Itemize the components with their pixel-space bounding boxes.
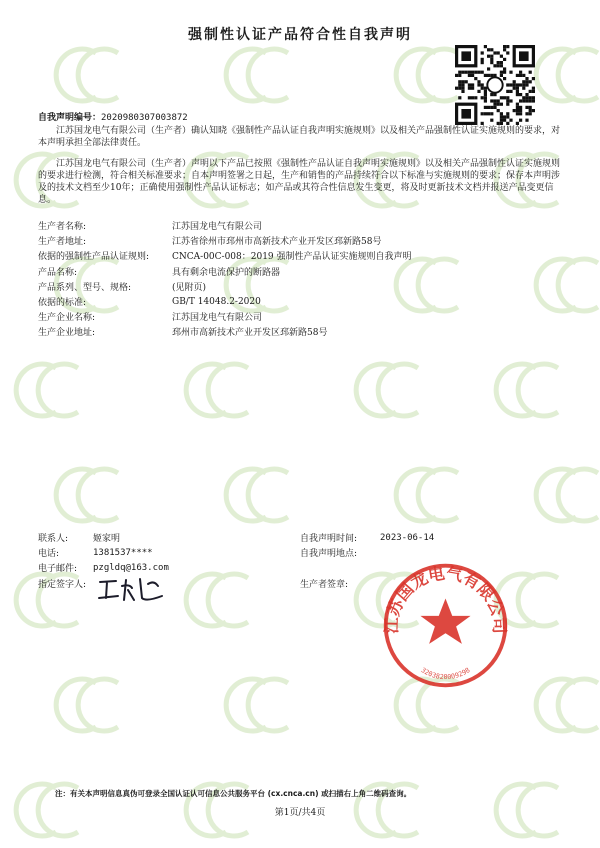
qr-module [506,96,509,99]
qr-module [474,96,477,99]
qr-module [503,115,506,118]
svg-text:3203820009298 [419,666,471,681]
qr-module [493,106,496,109]
qr-module [477,90,480,93]
qr-module [522,83,525,86]
declaration-number [38,110,188,123]
qr-module [468,87,471,90]
qr-ccc-logo [487,77,502,92]
qr-module [506,83,509,86]
qr-module [493,64,496,67]
qr-module [497,109,500,112]
qr-module [490,106,493,109]
qr-module [461,71,464,74]
qr-module [500,55,503,58]
qr-module [532,99,535,102]
qr-module [519,99,522,102]
qr-module [503,71,506,74]
qr-module [525,77,528,80]
watermark-arc [396,469,436,521]
qr-module [532,90,535,93]
watermark-arc [356,364,396,416]
qr-module [509,71,512,74]
qr-module [487,67,490,70]
qr-module [481,51,484,54]
qr-module [497,103,500,106]
declaration-date: 2023-06-14 [380,532,435,543]
qr-module [484,96,487,99]
field-label: 依据的标准: [38,298,87,309]
field-row [38,264,478,279]
qr-module [458,74,461,77]
qr-module [471,87,474,90]
page-number: 第1页/共4页 [274,808,326,818]
qr-module [497,99,500,102]
qr-module [532,96,535,99]
qr-module [529,71,532,74]
qr-module [525,93,528,96]
qr-module [490,58,493,61]
field-label: 生产者地址: [38,237,87,248]
qr-module [532,87,535,90]
qr-module [493,51,496,54]
qr-code[interactable] [455,45,535,125]
qr-module [516,90,519,93]
field-label: 生产企业名称: [38,313,96,324]
qr-module [465,80,468,83]
qr-module [497,61,500,64]
qr-module [490,93,493,96]
qr-module [525,99,528,102]
qr-module [500,61,503,64]
qr-module [516,112,519,115]
field-row [38,294,478,309]
qr-module [468,83,471,86]
watermark-arc [536,679,576,731]
qr-module [503,45,506,48]
qr-module [532,77,535,80]
watermark-arc [396,49,436,101]
qr-module [484,106,487,109]
seal-code: 3203820009298 [419,666,472,682]
qr-module [490,55,493,58]
qr-module [525,119,528,122]
qr-module [468,71,471,74]
qr-module [455,87,458,90]
watermark-arc [418,49,458,101]
qr-module [529,109,532,112]
contact-row [38,545,278,560]
qr-module [506,90,509,93]
field-row [38,233,478,248]
qr-module [519,71,522,74]
qr-module [500,119,503,122]
qr-module [484,93,487,96]
qr-module [458,96,461,99]
field-value: 邳州市高新技术产业开发区邳新路58号 [172,328,328,339]
qr-module [474,71,477,74]
qr-module [500,112,503,115]
watermark-arc [56,469,96,521]
qr-module [461,80,464,83]
qr-module [455,74,458,77]
watermark-arc [208,364,248,416]
contact-email[interactable]: pzgldq@163.com [93,562,169,573]
field-label: 依据的强制性产品认证规则: [38,252,150,263]
qr-module [506,51,509,54]
qr-module [500,64,503,67]
watermark-arc [38,364,78,416]
qr-module [458,80,461,83]
qr-module [465,71,468,74]
qr-module [493,103,496,106]
qr-module [525,106,528,109]
qr-module [522,87,525,90]
qr-module [487,74,490,77]
qr-module [484,90,487,93]
qr-module [484,99,487,102]
qr-module [503,58,506,61]
qr-module [458,83,461,86]
qr-module [484,87,487,90]
field-value: CNCA-00C-008：2019 强制性产品认证实施规则自我声明 [172,252,412,263]
qr-module [471,96,474,99]
footer-note: 注：有关本声明信息真伪可登录全国认证认可信息公共服务平台 (cx.cnca.cn) 或扫描右上角二维码查询。 [55,789,412,798]
qr-module [513,109,516,112]
qr-module [461,87,464,90]
field-value: (见附页) [172,282,207,293]
qr-module [516,106,519,109]
watermark-arc [518,364,558,416]
seal-text: 江苏国龙电气有限公司 [382,563,509,635]
field-value: GB/T 14048.2-2020 [172,296,261,307]
product-info-fields [38,218,478,340]
qr-module [529,90,532,93]
qr-module [500,74,503,77]
qr-module [503,48,506,51]
qr-module [481,61,484,64]
qr-module [477,80,480,83]
contact-label: 联系人: [38,534,69,545]
qr-module [509,90,512,93]
field-label: 生产者名称: [38,222,87,233]
qr-module [484,45,487,48]
qr-module [500,71,503,74]
meta-label: 自我声明时间: [300,534,358,545]
qr-module [503,96,506,99]
qr-module [522,74,525,77]
qr-module [484,112,487,115]
qr-module [497,64,500,67]
qr-module [519,112,522,115]
qr-module [481,83,484,86]
declaration-number-label: 自我声明编号： [38,113,102,123]
qr-module [490,74,493,77]
qr-module [525,96,528,99]
qr-module [458,71,461,74]
watermark-arc [248,469,288,521]
qr-module [468,96,471,99]
watermark-arc [558,259,598,311]
watermark-arc [78,49,118,101]
qr-module [500,103,503,106]
qr-module [477,83,480,86]
watermark-arc [56,679,96,731]
declaration-paragraph-1: 江苏国龙电气有限公司（生产者）确认知晓《强制性产品认证自我声明实施规则》以及相关产品强制性认证实施规则的要求，对本声明承担全部法律责任。 [38,126,561,148]
qr-finder [519,51,529,61]
qr-module [522,96,525,99]
contact-label: 电子邮件: [38,564,78,575]
qr-module [500,96,503,99]
qr-module [519,83,522,86]
handwritten-signature [96,574,176,604]
qr-module [497,51,500,54]
watermark-arc [248,679,288,731]
meta-label: 生产者签章: [300,579,349,590]
field-value: 江苏国龙电气有限公司 [172,313,263,324]
watermark-arc [536,259,576,311]
qr-module [509,99,512,102]
qr-module [509,119,512,122]
qr-module [493,99,496,102]
field-row [38,324,478,339]
watermark-arc [496,364,536,416]
declaration-number-value: 2020980307003872 [101,113,188,123]
qr-module [516,109,519,112]
watermark-arc [226,469,266,521]
watermark-arc [378,364,418,416]
field-row [38,309,478,324]
contact-person: 姬家明 [93,534,121,545]
qr-module [471,83,474,86]
qr-module [513,87,516,90]
qr-module [525,112,528,115]
qr-module [503,119,506,122]
qr-module [490,119,493,122]
qr-module [481,87,484,90]
qr-module [458,87,461,90]
field-row [38,218,478,233]
qr-module [525,80,528,83]
qr-module [506,99,509,102]
watermark-arc [558,49,598,101]
qr-module [461,83,464,86]
qr-module [506,112,509,115]
field-row [38,279,478,294]
watermark-arc [16,364,56,416]
qr-module [529,112,532,115]
qr-module [477,71,480,74]
qr-module [500,115,503,118]
qr-module [529,80,532,83]
watermark-arc [226,679,266,731]
company-seal [378,558,513,693]
qr-module [471,74,474,77]
qr-finder [461,51,471,61]
contact-label: 指定签字人: [38,579,87,590]
qr-module [529,106,532,109]
watermark-arc [536,49,576,101]
qr-module [490,61,493,64]
qr-module [471,71,474,74]
watermark-arc [248,49,288,101]
qr-module [487,48,490,51]
field-value: 具有剩余电流保护的断路器 [172,267,281,278]
watermark-arc [558,679,598,731]
qr-module [509,83,512,86]
qr-module [490,112,493,115]
qr-module [516,83,519,86]
document-title: 强制性认证产品符合性自我声明 [188,27,412,43]
watermark-arc [536,469,576,521]
field-label: 生产企业地址: [38,328,96,339]
qr-module [503,77,506,80]
qr-module [487,55,490,58]
watermark-arc [56,49,96,101]
qr-module [481,112,484,115]
field-value: 江苏省徐州市邳州市高新技术产业开发区邳新路58号 [172,237,382,248]
qr-module [474,77,477,80]
qr-finder [461,109,471,119]
qr-module [506,45,509,48]
field-label: 产品系列、型号、规格: [38,282,132,293]
meta-label: 自我声明地点: [300,549,358,560]
qr-module [525,83,528,86]
qr-module [513,83,516,86]
qr-module [506,103,509,106]
qr-module [490,99,493,102]
qr-module [516,74,519,77]
qr-module [519,109,522,112]
watermark-arc [226,49,266,101]
contact-row [38,530,278,545]
contact-phone: 1381537**** [93,547,153,558]
qr-module [503,67,506,70]
qr-module [481,58,484,61]
qr-module [468,74,471,77]
qr-module [487,112,490,115]
qr-module [522,80,525,83]
qr-module [516,103,519,106]
qr-module [481,96,484,99]
qr-module [506,115,509,118]
qr-module [516,87,519,90]
qr-module [513,80,516,83]
field-label: 产品名称: [38,267,78,278]
qr-module [481,71,484,74]
watermark-arc [186,364,226,416]
qr-module [516,93,519,96]
contact-label: 电话: [38,549,60,560]
qr-module [529,99,532,102]
qr-module [490,48,493,51]
watermark-arc [558,469,598,521]
qr-module [519,106,522,109]
qr-module [519,74,522,77]
qr-module [487,106,490,109]
qr-module [461,90,464,93]
qr-module [519,119,522,122]
watermark-arc [78,679,118,731]
meta-row [300,530,560,545]
field-row [38,248,478,263]
field-value: 江苏国龙电气有限公司 [172,222,263,233]
qr-module [519,93,522,96]
declaration-paragraph-2: 江苏国龙电气有限公司（生产者）声明以下产品已按照《强制性产品认证自我声明实施规则》以及相关产品强制性认证实施规则的要求进行检测，符合相关标准要求；自本声明签署之日起，生产和销售的产品持续符合以下标准与实施规则的要求；保存本声明涉及的技术文档至少10年；正确使用强制性产品认证标志；如产品或其符合性信息发生变更，将及时更新技术文档并报送产品变更信息。 [38,159,561,205]
watermark-arc [418,469,458,521]
qr-module [484,74,487,77]
watermark-arc [78,469,118,521]
qr-module [532,109,535,112]
qr-module [522,99,525,102]
qr-module [529,96,532,99]
